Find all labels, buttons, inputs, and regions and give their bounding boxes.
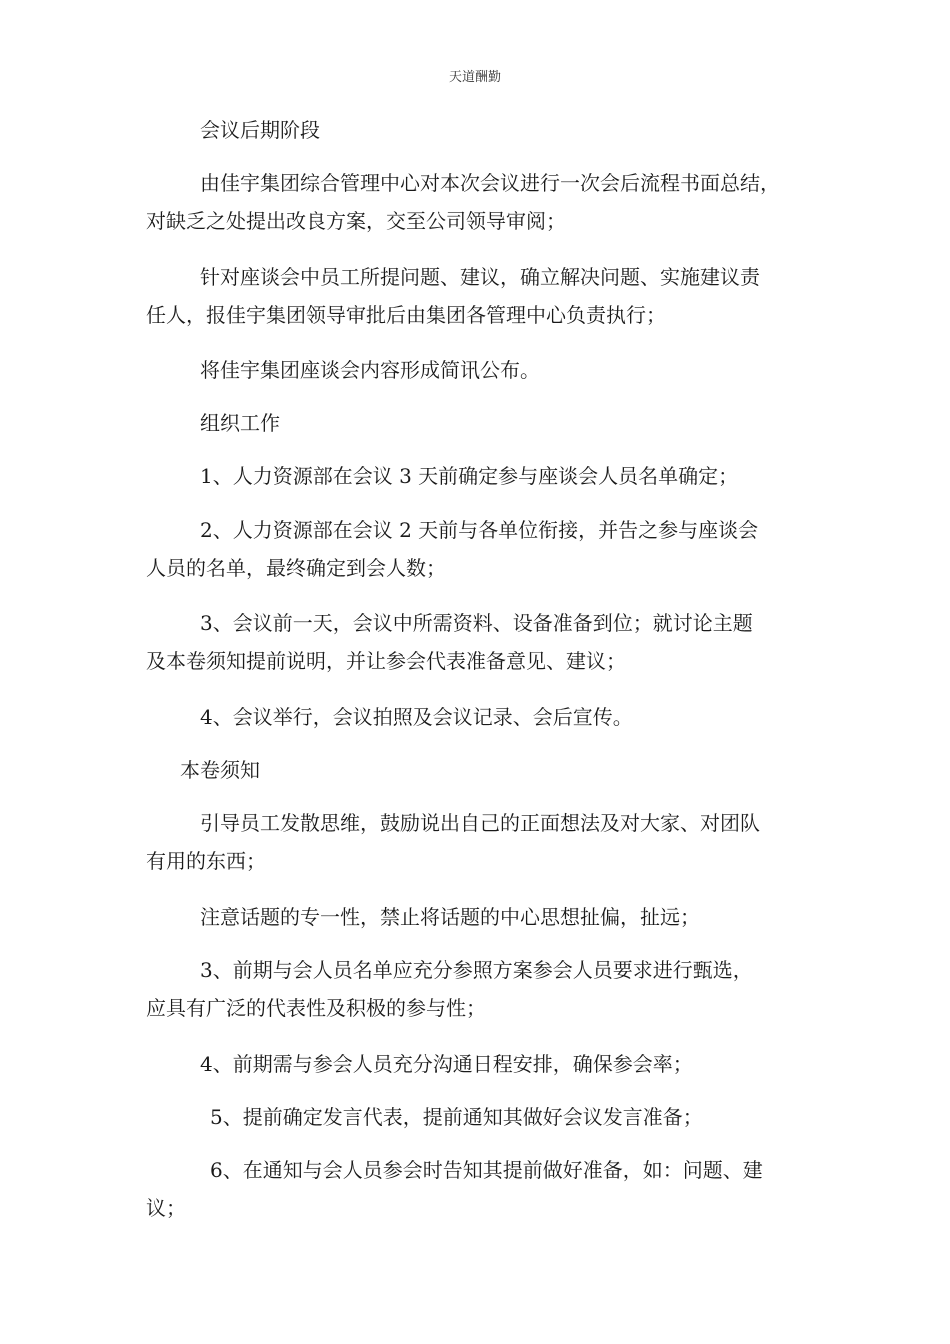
text-line: 组织工作: [200, 411, 280, 435]
text-line: 议；: [146, 1196, 186, 1220]
paragraph-notes-heading: [146, 751, 811, 789]
text-line: 3、前期与会人员名单应充分参照方案参会人员要求进行甄选，: [200, 958, 753, 982]
text-line: 3、会议前一天，会议中所需资料、设备准备到位；就讨论主题: [200, 611, 753, 635]
paragraph-org-item-4: [146, 698, 811, 736]
text-line: 注意话题的专一性，禁止将话题的中心思想扯偏，扯远；: [200, 905, 700, 929]
text-line: 将佳宇集团座谈会内容形成简讯公布。: [200, 358, 540, 382]
paragraph-organization-heading: [146, 404, 811, 442]
paragraph-note-3: [146, 951, 811, 1027]
text-line: 应具有广泛的代表性及积极的参与性；: [146, 996, 486, 1020]
text-line: 会议后期阶段: [200, 118, 320, 142]
text-line: 4、会议举行，会议拍照及会议记录、会后宣传。: [200, 705, 633, 729]
text-line: 5、提前确定发言代表，提前通知其做好会议发言准备；: [210, 1105, 703, 1129]
paragraph-note-5: [146, 1098, 811, 1136]
paragraph-summary: [146, 164, 811, 240]
text-line: 及本卷须知提前说明，并让参会代表准备意见、建议；: [146, 649, 626, 673]
text-line: 由佳宇集团综合管理中心对本次会议进行一次会后流程书面总结，: [200, 171, 780, 195]
paragraph-org-item-2: [146, 511, 811, 587]
paragraph-org-item-3: [146, 604, 811, 680]
paragraph-later-stage-heading: [146, 111, 811, 149]
text-line: 对缺乏之处提出改良方案，交至公司领导审阅；: [146, 209, 566, 233]
text-line: 本卷须知: [180, 758, 260, 782]
page-header: 天道酬勤: [448, 70, 501, 85]
text-line: 引导员工发散思维，鼓励说出自己的正面想法及对大家、对团队: [200, 811, 760, 835]
paragraph-note-6: [146, 1151, 811, 1227]
paragraph-note-4: [146, 1045, 811, 1083]
paragraph-responsibility: [146, 258, 811, 334]
text-line: 2、人力资源部在会议 2 天前与各单位衔接，并告之参与座谈会: [200, 518, 759, 542]
paragraph-note-guide: [146, 804, 811, 880]
text-line: 1、人力资源部在会议 3 天前确定参与座谈会人员名单确定；: [200, 464, 739, 488]
paragraph-org-item-1: [146, 457, 811, 495]
text-line: 有用的东西；: [146, 849, 266, 873]
text-line: 4、前期需与参会人员充分沟通日程安排，确保参会率；: [200, 1052, 693, 1076]
text-line: 针对座谈会中员工所提问题、建议，确立解决问题、实施建议责: [200, 265, 760, 289]
paragraph-note-topic: [146, 898, 811, 936]
text-line: 人员的名单，最终确定到会人数；: [146, 556, 446, 580]
text-line: 6、在通知与会人员参会时告知其提前做好准备，如：问题、建: [210, 1158, 763, 1182]
text-line: 任人，报佳宇集团领导审批后由集团各管理中心负责执行；: [146, 303, 666, 327]
paragraph-newsletter: [146, 351, 811, 389]
